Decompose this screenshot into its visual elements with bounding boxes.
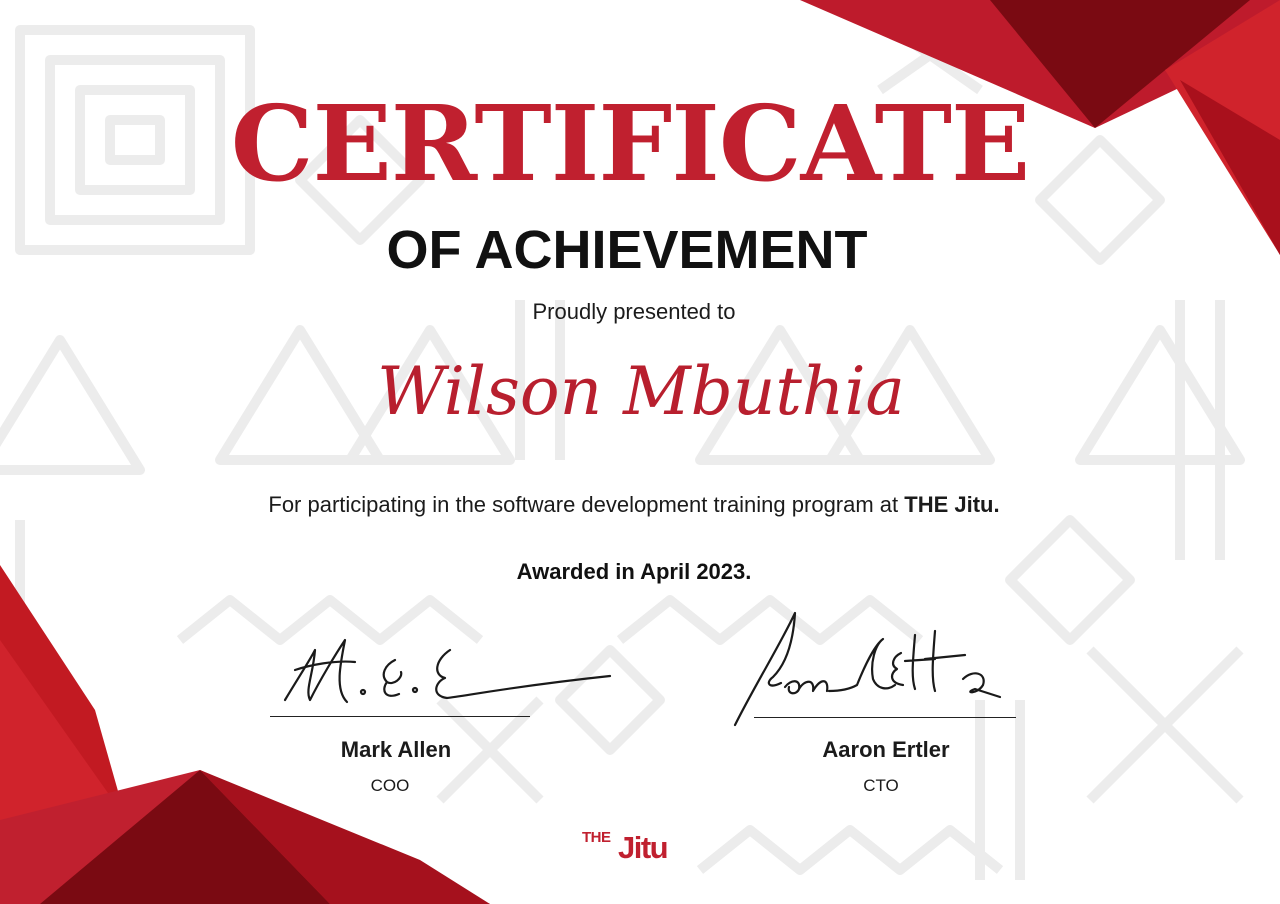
- participation-statement: [0, 492, 1268, 518]
- signature-line-left: [270, 716, 530, 717]
- signer-title-right: CTO: [863, 776, 899, 795]
- statement-text: For participating in the software development training program at: [268, 492, 905, 517]
- signer-name-right: Aaron Ertler: [822, 737, 950, 762]
- signature-mark-allen: [275, 620, 615, 710]
- recipient-name: Wilson Mbuthia: [377, 353, 905, 430]
- presented-label: Proudly presented to: [532, 299, 736, 324]
- logo-prefix: THE: [582, 829, 611, 846]
- logo-name: Jitu: [618, 830, 668, 865]
- signature-line-right: [754, 717, 1016, 718]
- the-jitu-logo-icon: [580, 820, 690, 866]
- signature-aaron-ertler: [725, 605, 1005, 730]
- signer-name-left: Mark Allen: [340, 737, 452, 762]
- statement-organization: THE Jitu.: [904, 492, 1000, 517]
- signer-title-left: COO: [370, 776, 410, 795]
- certificate-title: CERTIFICATE: [230, 82, 1030, 205]
- certificate-subtitle: OF ACHIEVEMENT: [386, 220, 868, 280]
- awarded-date: Awarded in April 2023.: [516, 559, 752, 584]
